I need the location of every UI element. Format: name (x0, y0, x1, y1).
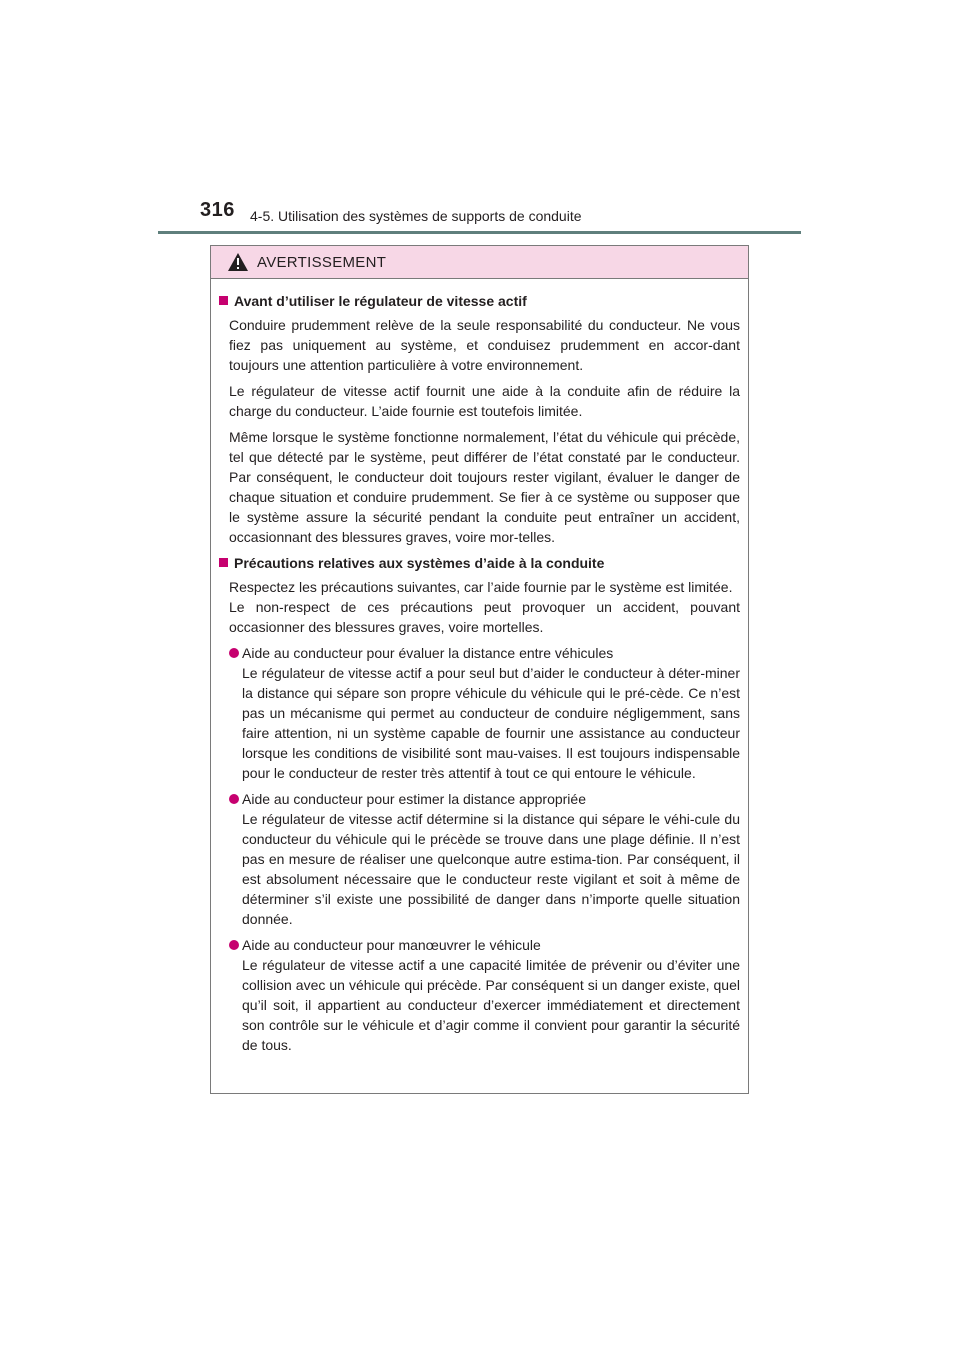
paragraph: Même lorsque le système fonctionne normalement, l’état du véhicule qui précède, tel que détecté par le système, peut différer de l’état constaté par le conducteur. Par conséquent, le conducteur doit toujours rester vigilant, évaluer le danger de chaque situation et conduire prudemment. Se fier à ce système ou supposer que le système assure la sécurité pendant la conduite peut entraîner un accident, occasionnant des blessures graves, voire mor-telles. (229, 429, 740, 545)
round-bullet-icon (229, 648, 239, 658)
header-rule (158, 231, 801, 234)
bullet-title: Aide au conducteur pour évaluer la distance entre véhicules (242, 645, 614, 661)
warning-body (211, 279, 748, 1055)
paragraph: Respectez les précautions suivantes, car l’aide fournie par le système est limitée. (229, 579, 733, 595)
section-heading-text: Avant d’utiliser le régulateur de vitesse actif (234, 293, 527, 309)
warning-triangle-icon (227, 252, 249, 272)
bullet-item (229, 643, 740, 783)
round-bullet-icon (229, 794, 239, 804)
bullet-item (229, 935, 740, 1055)
bullet-text: Le régulateur de vitesse actif a une capacité limitée de prévenir ou d’éviter une collision avec un véhicule qui précède. Par conséquent si un danger existe, quel qu’il soit, il appartient au conducteur d’exercer immédiatement et directement son contrôle sur le véhicule et d’agir comme il convient pour garantir la sécurité de tous. (242, 957, 740, 1053)
round-bullet-icon (229, 940, 239, 950)
paragraph: Conduire prudemment relève de la seule responsabilité du conducteur. Ne vous fiez pas uniquement au système, et conduisez prudemment en accor-dant toujours une attention particulière à votre environnement. (229, 317, 740, 373)
paragraph: Le non-respect de ces précautions peut provoquer un accident, pouvant occasionner des blessures graves, voire mortelles. (229, 599, 740, 635)
section-heading-before-use (219, 291, 740, 311)
square-bullet-icon (219, 296, 228, 305)
warning-title: AVERTISSEMENT (257, 253, 387, 271)
warning-header (211, 246, 748, 279)
bullet-text: Le régulateur de vitesse actif a pour seul but d’aider le conducteur à déter-miner la distance qui sépare son propre véhicule du véhicule qui le pré-cède. Ce n’est pas un mécanisme qui permet au conducteur de conduire négligemment, sans faire attention, ni un système capable de fournir une assistance au conducteur lorsque les conditions de visibilité sont mau-vaises. Il est toujours indispensable pour le conducteur de rester très attentif à tout ce qui entoure le véhicule. (242, 665, 740, 781)
section-heading-precautions (219, 553, 740, 573)
paragraph: Le régulateur de vitesse actif fournit une aide à la conduite afin de réduire la charge du conducteur. L’aide fournie est toutefois limitée. (229, 383, 740, 419)
section-title: 4-5. Utilisation des systèmes de supports de conduite (250, 208, 582, 224)
page-number: 316 (200, 199, 235, 221)
square-bullet-icon (219, 558, 228, 567)
warning-box (210, 245, 749, 1094)
bullet-text: Le régulateur de vitesse actif détermine si la distance qui sépare le véhi-cule du conducteur du véhicule qui le précède se trouve dans une plage définie. Il n’est pas en mesure de réaliser une quelconque autre estima-tion. Par conséquent, il est absolument nécessaire que le conducteur reste vigilant et soit à même de déterminer s’il existe une possibilité de danger dans n’importe quelle situation donnée. (242, 811, 740, 927)
bullet-title: Aide au conducteur pour manœuvrer le véhicule (242, 937, 541, 953)
bullet-title: Aide au conducteur pour estimer la distance appropriée (242, 791, 586, 807)
section-heading-text: Précautions relatives aux systèmes d’aide à la conduite (234, 555, 605, 571)
bullet-item (229, 789, 740, 929)
